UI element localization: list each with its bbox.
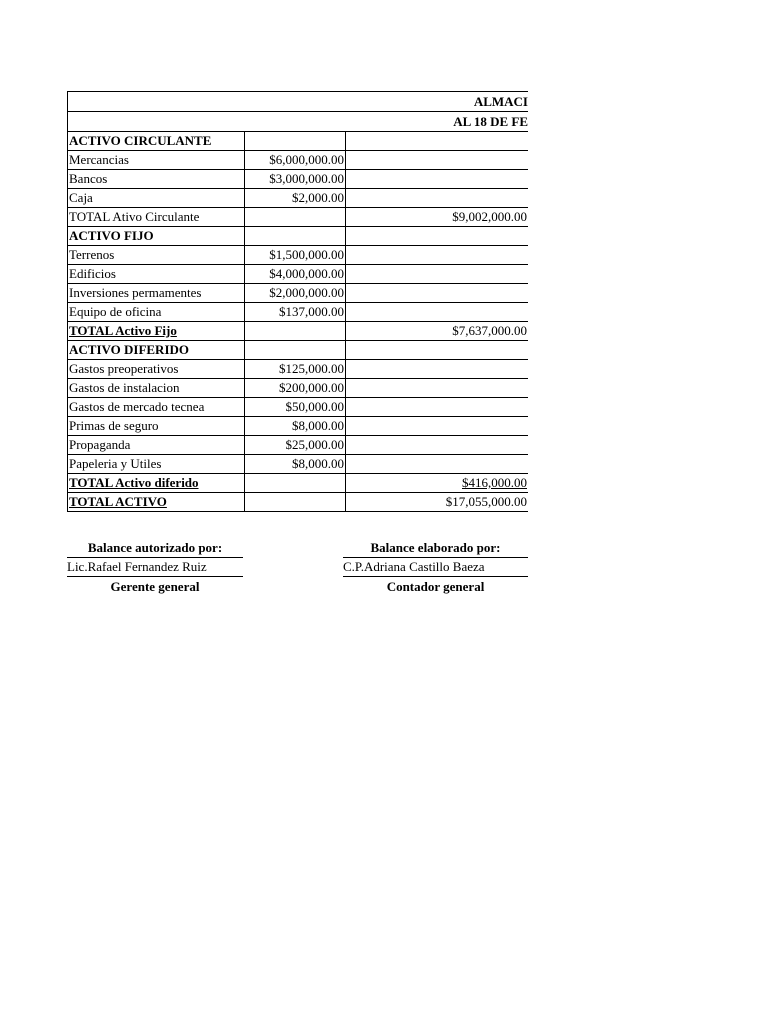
item-label: Propaganda (68, 436, 245, 455)
table-row (68, 417, 529, 436)
table-row (68, 360, 529, 379)
grand-total-label: TOTAL ACTIVO (68, 493, 245, 512)
item-amount: $137,000.00 (245, 303, 346, 322)
item-label: Inversiones permamentes (68, 284, 245, 303)
balance-date: AL 18 DE FE (453, 114, 528, 129)
table-row (68, 170, 529, 189)
grand-total-amount: $17,055,000.00 (346, 493, 529, 512)
item-label: Gastos de mercado tecnea (68, 398, 245, 417)
total-amount: $416,000.00 (346, 474, 529, 493)
total-label: TOTAL Ativo Circulante (68, 208, 245, 227)
item-amount: $2,000.00 (245, 189, 346, 208)
item-amount: $6,000,000.00 (245, 151, 346, 170)
section-title: ACTIVO CIRCULANTE (68, 132, 245, 151)
total-label: TOTAL Activo diferido (68, 474, 245, 493)
table-row (68, 284, 529, 303)
item-amount: $125,000.00 (245, 360, 346, 379)
item-amount: $1,500,000.00 (245, 246, 346, 265)
item-amount: $50,000.00 (245, 398, 346, 417)
total-amount: $9,002,000.00 (346, 208, 529, 227)
total-label: TOTAL Activo Fijo (68, 322, 245, 341)
section-title: ACTIVO FIJO (68, 227, 245, 246)
item-amount: $8,000.00 (245, 417, 346, 436)
balance-table (67, 131, 528, 512)
item-label: Equipo de oficina (68, 303, 245, 322)
item-label: Papeleria y Utiles (68, 455, 245, 474)
table-row (68, 189, 529, 208)
table-row (68, 246, 529, 265)
table-row (68, 151, 529, 170)
item-label: Gastos preoperativos (68, 360, 245, 379)
table-row (68, 379, 529, 398)
section-header-row (68, 341, 529, 360)
section-title: ACTIVO DIFERIDO (68, 341, 245, 360)
item-label: Mercancias (68, 151, 245, 170)
table-row (68, 303, 529, 322)
balance-sheet (67, 91, 528, 512)
item-amount: $3,000,000.00 (245, 170, 346, 189)
signature-name: C.P.Adriana Castillo Baeza (343, 557, 528, 577)
signature-block-authorized (67, 538, 243, 596)
signature-role: Gerente general (110, 579, 200, 594)
section-total-row (68, 322, 529, 341)
table-row (68, 398, 529, 417)
table-row (68, 265, 529, 284)
section-header-row (68, 132, 529, 151)
item-amount: $200,000.00 (245, 379, 346, 398)
table-row (68, 436, 529, 455)
item-label: Gastos de instalacion (68, 379, 245, 398)
section-total-row (68, 474, 529, 493)
section-header-row (68, 227, 529, 246)
item-label: Primas de seguro (68, 417, 245, 436)
table-row (68, 455, 529, 474)
signature-heading: Balance autorizado por: (87, 540, 223, 555)
item-amount: $25,000.00 (245, 436, 346, 455)
date-header-row (67, 111, 528, 131)
company-name: ALMACI (473, 94, 528, 109)
section-total-row (68, 208, 529, 227)
company-header-row (67, 91, 528, 111)
item-label: Bancos (68, 170, 245, 189)
signature-heading: Balance elaborado por: (370, 540, 501, 555)
total-amount: $7,637,000.00 (346, 322, 529, 341)
signature-role: Contador general (386, 579, 485, 594)
item-amount: $8,000.00 (245, 455, 346, 474)
item-label: Edificios (68, 265, 245, 284)
item-amount: $4,000,000.00 (245, 265, 346, 284)
signature-name: Lic.Rafael Fernandez Ruiz (67, 557, 243, 577)
item-label: Terrenos (68, 246, 245, 265)
grand-total-row (68, 493, 529, 512)
item-amount: $2,000,000.00 (245, 284, 346, 303)
item-label: Caja (68, 189, 245, 208)
signature-block-prepared (343, 538, 528, 596)
